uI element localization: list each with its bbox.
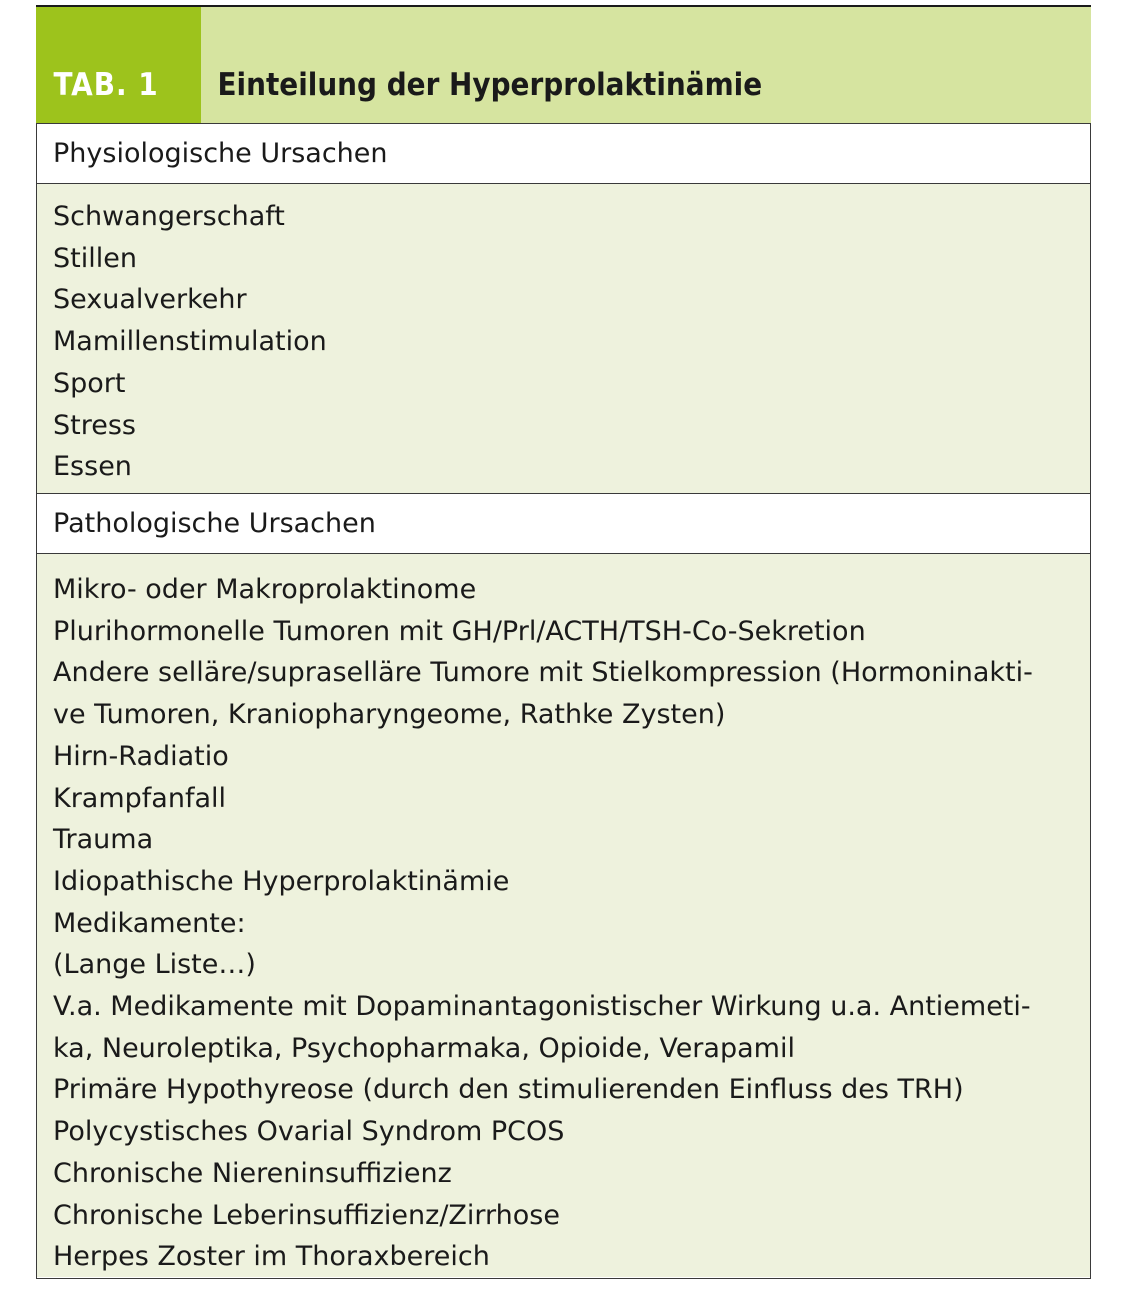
list-item: Chronische Leberinsuffizienz/Zirrhose [53, 1199, 560, 1231]
list-item: Andere selläre/supraselläre Tumore mit Stielkompression (Hormoninakti- [53, 657, 1033, 689]
list-item: Stillen [53, 242, 137, 274]
list-item: Sport [53, 367, 126, 399]
list-item: Medikamente: [53, 907, 246, 939]
section-body-physiological [37, 184, 1090, 494]
list-item: Essen [53, 451, 132, 483]
list-item: Mamillenstimulation [53, 326, 327, 358]
list-item: Stress [53, 409, 136, 441]
list-item: Herpes Zoster im Thoraxbereich [53, 1241, 490, 1273]
list-item: ka, Neuroleptika, Psychopharmaka, Opioide, Verapamil [53, 1032, 795, 1064]
list-item: Plurihormonelle Tumoren mit GH/Prl/ACTH/TSH-Co-Sekretion [53, 615, 866, 647]
list-item: ve Tumoren, Kraniopharyngeome, Rathke Zysten) [53, 699, 726, 731]
section-heading-physiological: Physiologische Ursachen [37, 124, 1090, 184]
list-item: Hirn-Radiatio [53, 740, 229, 772]
list-item: V.a. Medikamente mit Dopaminantagonistischer Wirkung u.a. Antiemeti- [53, 991, 1031, 1023]
list-item: Primäre Hypothyreose (durch den stimulierenden Einfluss des TRH) [53, 1074, 964, 1106]
section-body-pathological [37, 554, 1090, 1277]
table-title: Einteilung der Hyperprolaktinämie [201, 7, 1091, 123]
list-item: Trauma [53, 824, 154, 856]
list-item: Idiopathische Hyperprolaktinämie [53, 865, 510, 897]
list-item: Mikro- oder Makroprolaktinome [53, 574, 477, 605]
list-item: Chronische Niereninsuffizienz [53, 1157, 452, 1189]
list-item: (Lange Liste…) [53, 949, 256, 981]
section-heading-pathological: Pathologische Ursachen [37, 494, 1090, 554]
list-item: Sexualverkehr [53, 284, 247, 316]
list-item: Krampfanfall [53, 782, 227, 814]
classification-table [36, 5, 1091, 1279]
table-number-label: TAB. 1 [36, 7, 201, 123]
list-item: Polycystisches Ovarial Syndrom PCOS [53, 1116, 565, 1148]
table-header [36, 5, 1091, 124]
list-item: Schwangerschaft [53, 201, 285, 232]
